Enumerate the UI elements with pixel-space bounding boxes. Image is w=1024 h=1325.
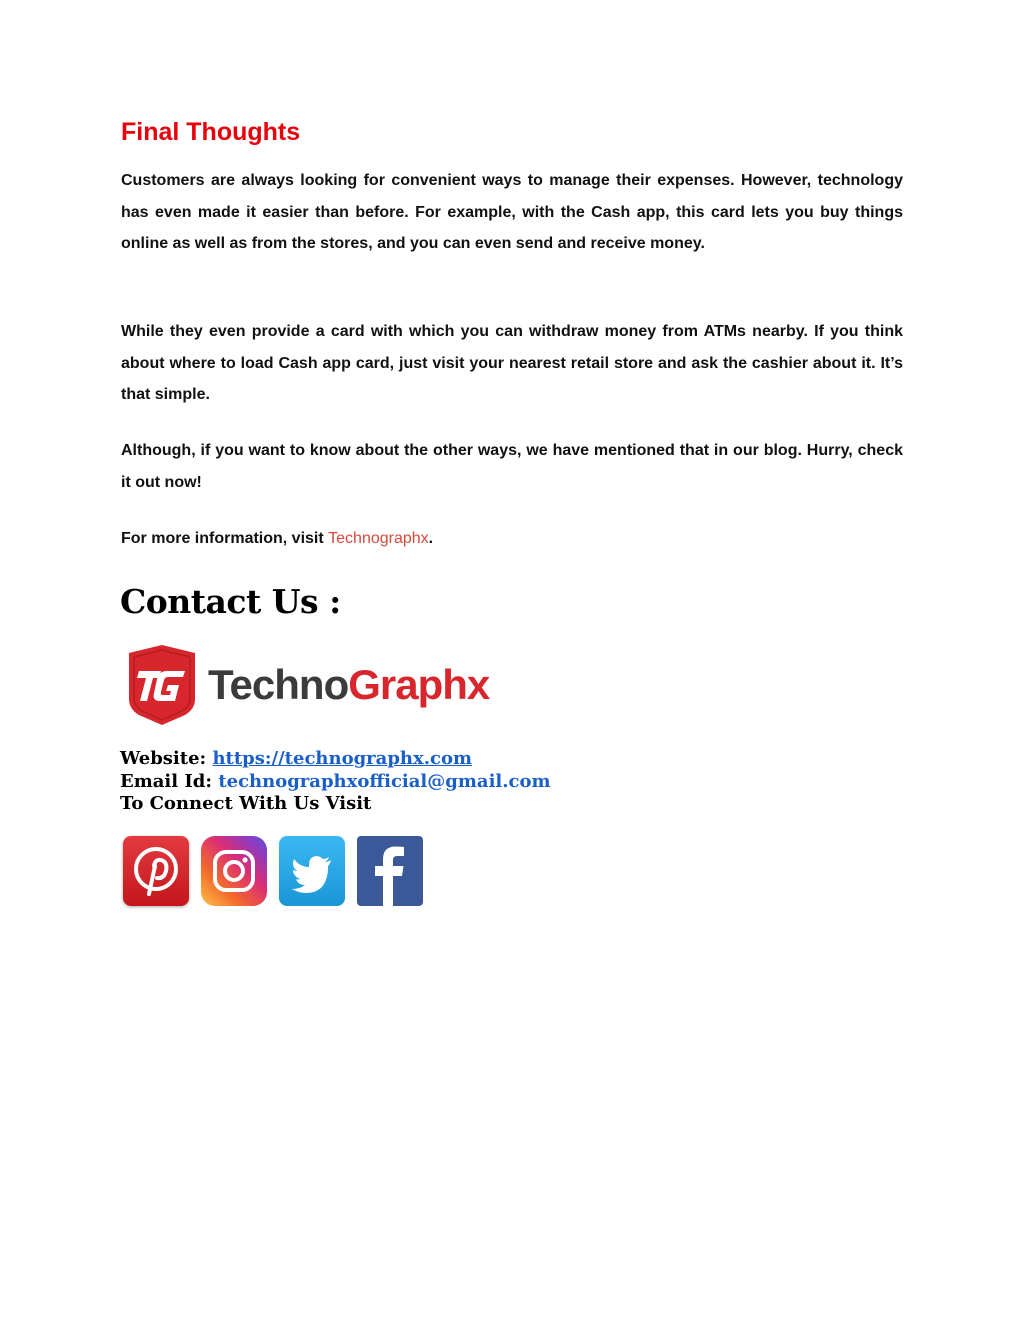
website-label: Website: xyxy=(120,748,207,769)
logo-graphx: Graphx xyxy=(348,661,490,708)
contact-details xyxy=(120,748,551,816)
paragraph-3: Although, if you want to know about the other ways, we have mentioned that in our blog. Hurry, check it out now! xyxy=(121,442,903,491)
technographx-logo xyxy=(123,643,503,727)
contact-us-heading: Contact Us : xyxy=(120,582,341,621)
instagram-icon[interactable] xyxy=(201,836,267,906)
more-info-suffix: . xyxy=(428,530,434,547)
email-link[interactable]: technographxofficial@gmail.com xyxy=(218,770,551,792)
final-thoughts-heading: Final Thoughts xyxy=(121,118,301,146)
email-line xyxy=(120,771,551,794)
social-icons xyxy=(123,836,423,906)
paragraph-2: While they even provide a card with which you can withdraw money from ATMs nearby. If you think about where to load Cash app card, just visit your nearest retail store and ask the cashier about it. It’s that simple. xyxy=(121,323,903,403)
twitter-icon[interactable] xyxy=(279,836,345,906)
email-label: Email Id: xyxy=(120,770,213,792)
shield-logo-icon xyxy=(123,643,201,727)
logo-techno: Techno xyxy=(208,661,349,708)
more-info-prefix: For more information, visit xyxy=(121,530,329,547)
connect-line: To Connect With Us Visit xyxy=(120,793,372,814)
technographx-link[interactable]: Technographx xyxy=(328,530,429,547)
website-line xyxy=(120,748,551,771)
logo-wordmark xyxy=(208,661,490,708)
paragraph-1: Customers are always looking for convenient ways to manage their expenses. However, technology has even made it easier than before. For example, with the Cash app, this card lets you buy things online as well as from the stores, and you can even send and receive money. xyxy=(121,172,903,252)
facebook-icon[interactable] xyxy=(357,836,423,906)
website-link[interactable]: https://technographx.com xyxy=(212,748,473,769)
pinterest-icon[interactable] xyxy=(123,836,189,906)
more-info-line xyxy=(121,523,903,555)
